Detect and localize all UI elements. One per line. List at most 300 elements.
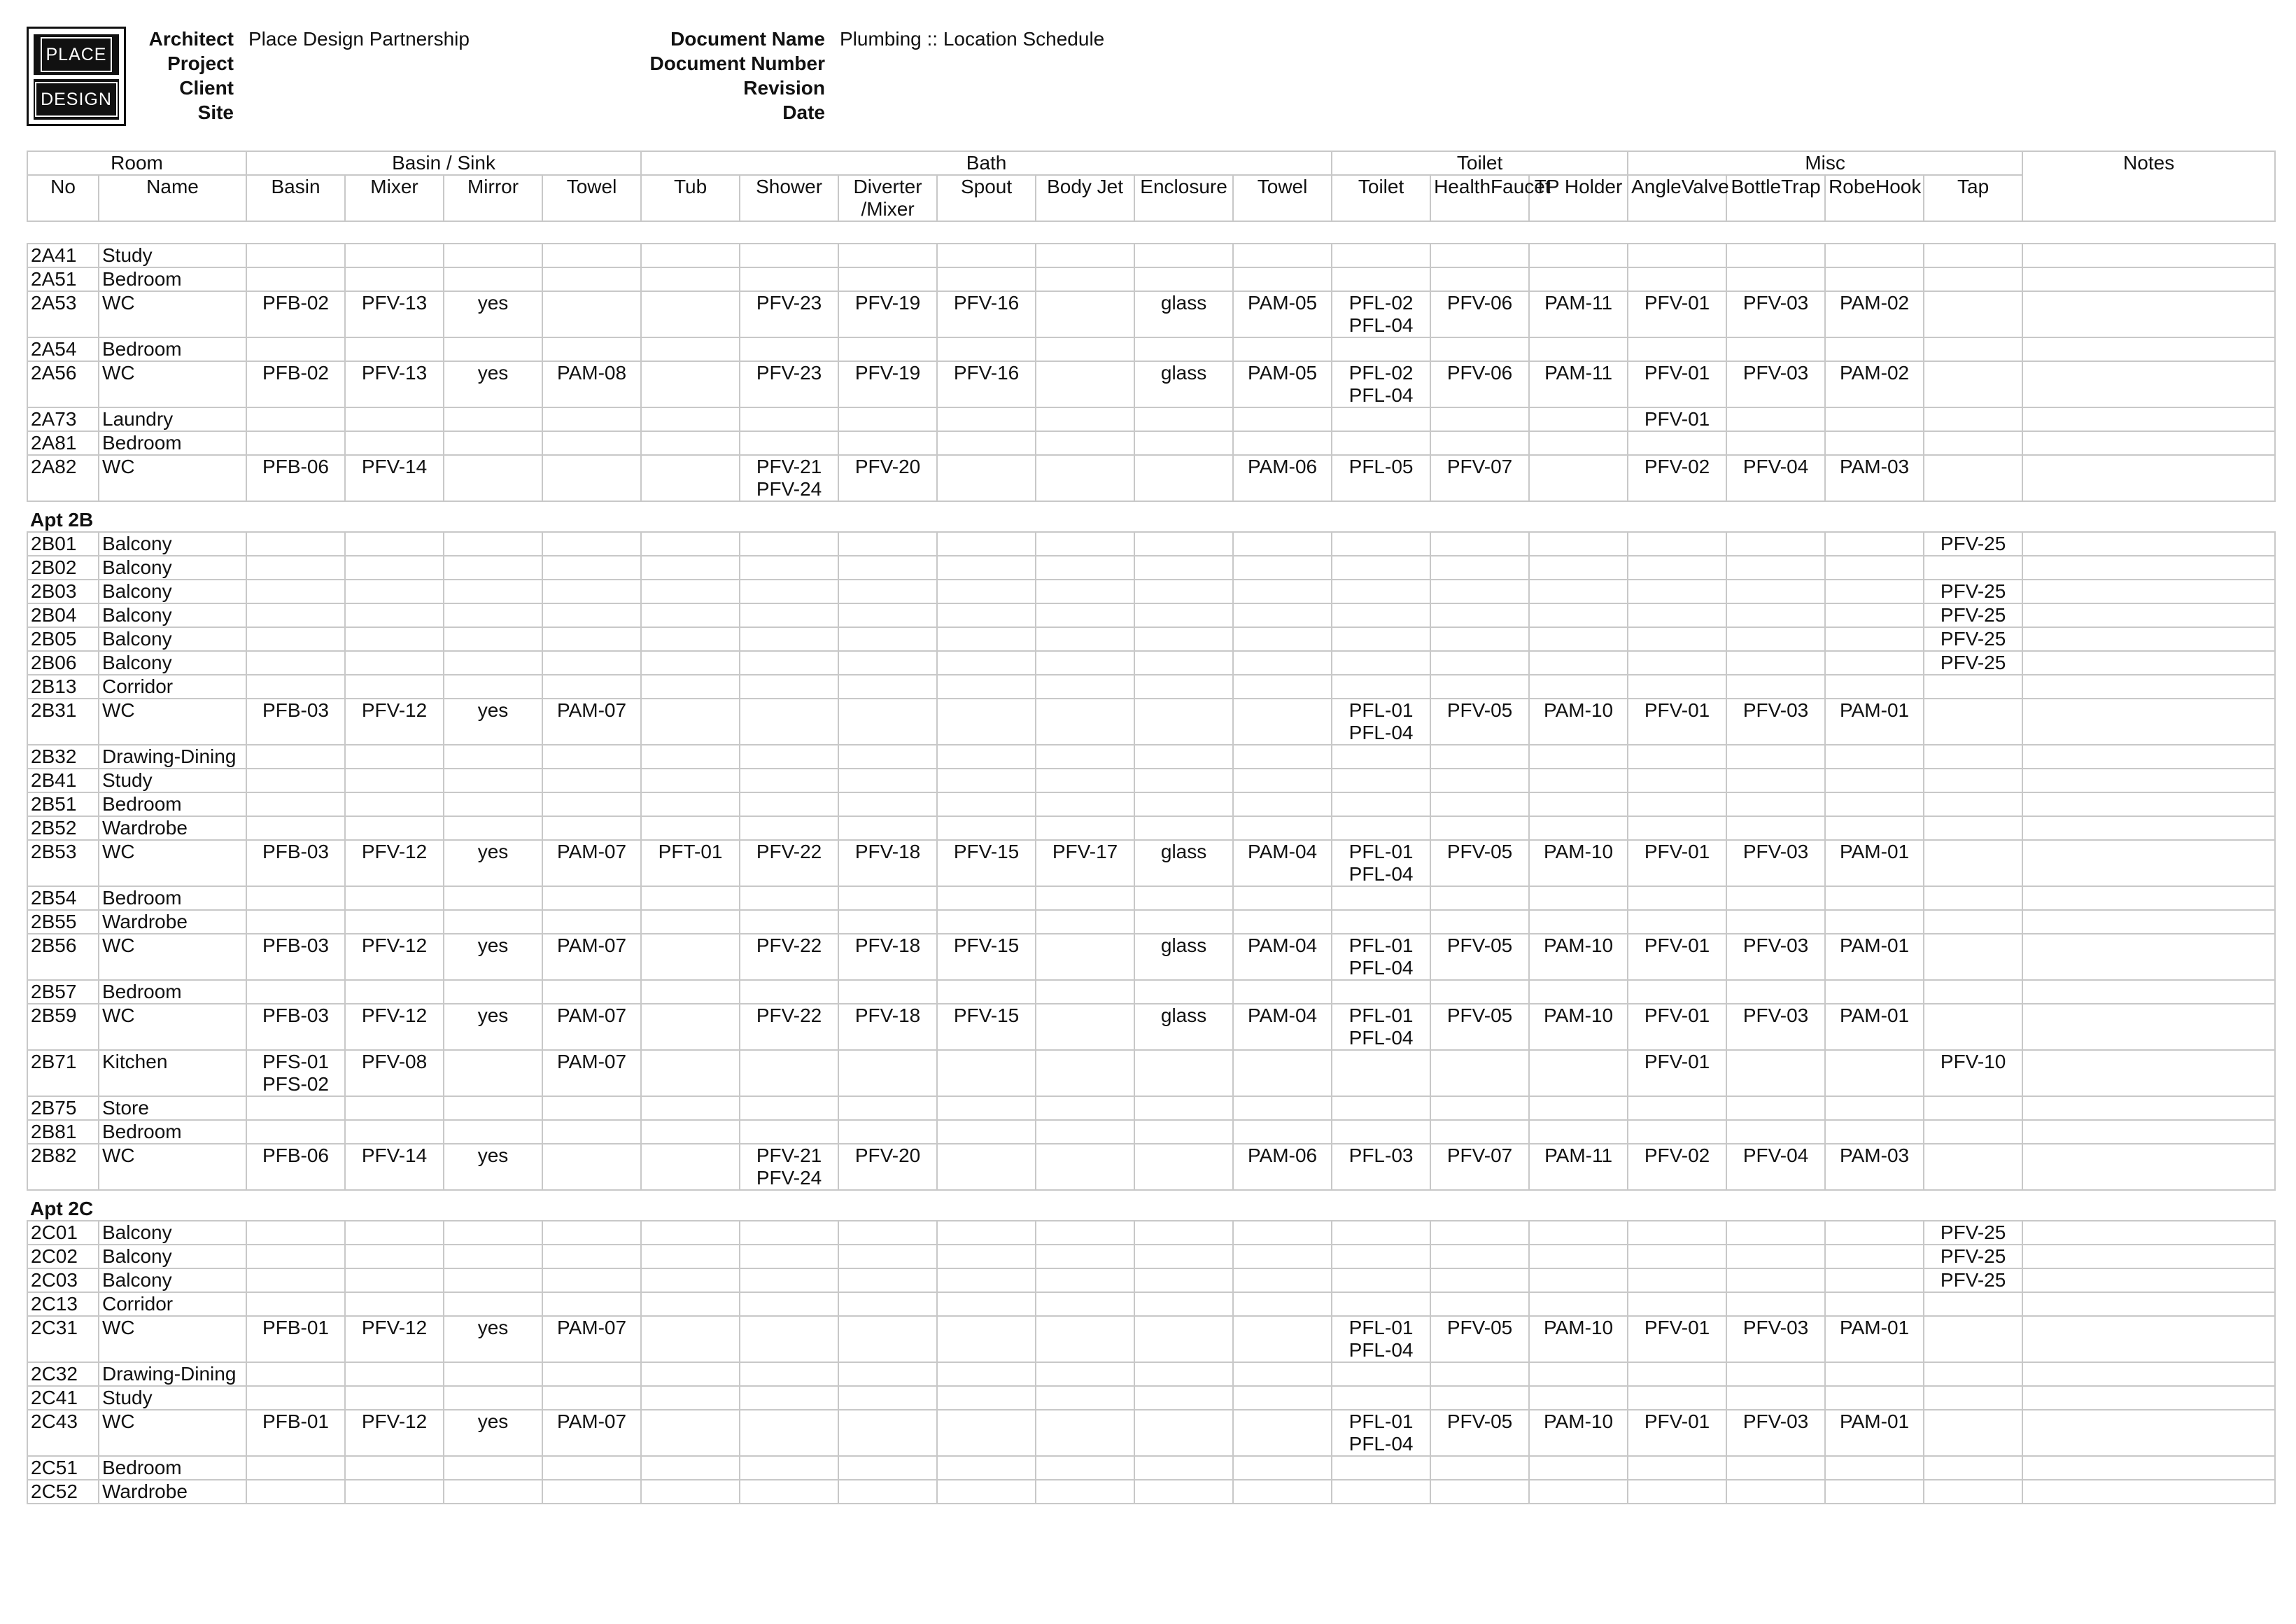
table-cell (1529, 1120, 1628, 1144)
table-cell (641, 699, 740, 745)
table-cell (1430, 337, 1529, 361)
table-cell: PFV-15 (937, 840, 1036, 886)
table-cell (1529, 267, 1628, 291)
column-header: Mixer (345, 175, 444, 221)
table-cell (542, 745, 641, 769)
document-number-label: Document Number (649, 52, 825, 74)
table-cell: PAM-02 (1825, 361, 1924, 407)
table-cell: PAM-10 (1529, 1004, 1628, 1050)
room-name: Balcony (99, 532, 246, 556)
table-cell (1430, 431, 1529, 455)
table-cell: PAM-03 (1825, 1144, 1924, 1190)
table-cell: PAM-05 (1233, 291, 1332, 337)
table-cell: PFV-01 (1628, 1004, 1726, 1050)
table-cell: yes (444, 1004, 542, 1050)
table-cell (345, 792, 444, 816)
table-cell (1924, 431, 2022, 455)
table-cell: PFV-25 (1924, 627, 2022, 651)
table-cell: PFB-01 (246, 1410, 345, 1456)
table-cell (246, 556, 345, 580)
column-header: Tub (641, 175, 740, 221)
table-cell: PFV-14 (345, 455, 444, 501)
table-cell (2022, 980, 2275, 1004)
table-cell: yes (444, 1144, 542, 1190)
table-cell (1332, 603, 1430, 627)
table-cell (2022, 455, 2275, 501)
table-cell: PFV-13 (345, 291, 444, 337)
table-cell (1825, 1245, 1924, 1268)
table-cell: PFV-23 (740, 361, 838, 407)
room-name: Bedroom (99, 1120, 246, 1144)
table-cell (1233, 244, 1332, 267)
room-name: Study (99, 769, 246, 792)
table-cell (1825, 1386, 1924, 1410)
table-cell: PFV-21 PFV-24 (740, 1144, 838, 1190)
table-cell (542, 627, 641, 651)
table-cell (1233, 769, 1332, 792)
table-cell (937, 627, 1036, 651)
table-cell (1134, 675, 1233, 699)
table-cell (740, 1362, 838, 1386)
table-cell: PAM-06 (1233, 455, 1332, 501)
section-spacer (27, 501, 2275, 532)
table-cell (1134, 1120, 1233, 1144)
room-name: Wardrobe (99, 910, 246, 934)
table-cell (2022, 1292, 2275, 1316)
table-cell: PFV-01 (1628, 699, 1726, 745)
table-cell (1332, 1221, 1430, 1245)
table-cell (1924, 840, 2022, 886)
table-cell (1332, 556, 1430, 580)
table-cell (1825, 910, 1924, 934)
table-cell (1529, 1221, 1628, 1245)
table-cell (641, 792, 740, 816)
table-cell (2022, 1456, 2275, 1480)
table-row (27, 1268, 2275, 1292)
table-cell (345, 431, 444, 455)
table-cell (444, 1245, 542, 1268)
section-spacer (27, 221, 2275, 244)
table-cell: PFB-03 (246, 934, 345, 980)
table-cell: PFV-07 (1430, 455, 1529, 501)
table-row (27, 1410, 2275, 1456)
company-logo (27, 27, 126, 126)
table-cell: PFV-03 (1726, 699, 1825, 745)
table-cell (1332, 886, 1430, 910)
table-cell (838, 267, 937, 291)
column-header: Towel (542, 175, 641, 221)
table-cell (1825, 532, 1924, 556)
table-cell (937, 1480, 1036, 1504)
table-cell (1134, 267, 1233, 291)
table-cell (937, 699, 1036, 745)
table-cell: PFV-22 (740, 1004, 838, 1050)
room-name: Balcony (99, 651, 246, 675)
table-cell (1233, 651, 1332, 675)
table-cell (1430, 769, 1529, 792)
table-cell (1628, 603, 1726, 627)
table-cell: PFV-25 (1924, 580, 2022, 603)
table-row (27, 1456, 2275, 1480)
table-cell (838, 556, 937, 580)
table-cell (1430, 816, 1529, 840)
table-row (27, 532, 2275, 556)
table-cell (1430, 1120, 1529, 1144)
table-cell (542, 1386, 641, 1410)
table-cell (937, 675, 1036, 699)
table-cell (1036, 532, 1134, 556)
table-cell (1924, 1292, 2022, 1316)
table-cell (1134, 580, 1233, 603)
table-cell (1529, 603, 1628, 627)
table-cell (542, 532, 641, 556)
table-cell (1529, 627, 1628, 651)
room-number: 2B59 (27, 1004, 99, 1050)
table-row (27, 910, 2275, 934)
table-cell (1924, 910, 2022, 934)
table-cell (1430, 792, 1529, 816)
table-cell (345, 532, 444, 556)
table-cell (1036, 934, 1134, 980)
table-cell (838, 1456, 937, 1480)
table-cell (1628, 627, 1726, 651)
table-cell (542, 291, 641, 337)
room-number: 2B06 (27, 651, 99, 675)
table-cell (1825, 244, 1924, 267)
table-cell (1332, 792, 1430, 816)
table-cell (1628, 580, 1726, 603)
table-cell (1924, 769, 2022, 792)
table-cell (937, 816, 1036, 840)
table-cell (345, 580, 444, 603)
table-cell (1233, 1316, 1332, 1362)
table-cell (740, 532, 838, 556)
table-cell (1529, 1362, 1628, 1386)
table-cell (1529, 792, 1628, 816)
table-cell (246, 816, 345, 840)
table-cell (345, 627, 444, 651)
table-cell: PAM-04 (1233, 934, 1332, 980)
room-number: 2B31 (27, 699, 99, 745)
table-cell (1036, 1245, 1134, 1268)
table-cell (1529, 1245, 1628, 1268)
room-number: 2B41 (27, 769, 99, 792)
table-cell (1726, 1050, 1825, 1096)
table-cell (641, 910, 740, 934)
table-cell (1332, 532, 1430, 556)
table-cell (641, 1316, 740, 1362)
table-cell (1233, 1221, 1332, 1245)
table-cell: yes (444, 1410, 542, 1456)
table-cell (937, 580, 1036, 603)
table-row (27, 556, 2275, 580)
table-cell (740, 244, 838, 267)
table-cell (542, 769, 641, 792)
table-cell (1628, 244, 1726, 267)
table-cell (1332, 1480, 1430, 1504)
table-cell (345, 675, 444, 699)
table-cell (246, 980, 345, 1004)
table-cell (1430, 244, 1529, 267)
table-row (27, 431, 2275, 455)
table-cell: PFV-04 (1726, 455, 1825, 501)
table-cell (1628, 980, 1726, 1004)
table-row (27, 1362, 2275, 1386)
table-cell (1726, 1362, 1825, 1386)
table-cell: PFL-03 (1332, 1144, 1430, 1190)
table-cell (1036, 1120, 1134, 1144)
table-cell (1332, 244, 1430, 267)
table-cell (2022, 1221, 2275, 1245)
table-cell (2022, 267, 2275, 291)
table-cell (1233, 1096, 1332, 1120)
table-cell (1233, 1456, 1332, 1480)
table-cell (246, 1362, 345, 1386)
room-number: 2B32 (27, 745, 99, 769)
table-cell (246, 244, 345, 267)
table-cell (937, 1386, 1036, 1410)
table-cell (1726, 1120, 1825, 1144)
table-cell (1924, 244, 2022, 267)
table-cell (740, 792, 838, 816)
table-row (27, 361, 2275, 407)
table-cell (838, 1050, 937, 1096)
table-cell (1726, 1268, 1825, 1292)
document-name-value: Plumbing :: Location Schedule (840, 28, 1105, 50)
table-cell (1726, 244, 1825, 267)
table-cell (246, 1245, 345, 1268)
table-cell (542, 792, 641, 816)
column-header: Body Jet (1036, 175, 1134, 221)
table-cell (1529, 1292, 1628, 1316)
room-number: 2C01 (27, 1221, 99, 1245)
table-cell (1430, 267, 1529, 291)
table-cell (1726, 980, 1825, 1004)
table-cell (641, 244, 740, 267)
table-cell (1825, 1292, 1924, 1316)
table-cell (1529, 745, 1628, 769)
room-number: 2B71 (27, 1050, 99, 1096)
table-cell (1628, 1096, 1726, 1120)
room-number: 2A41 (27, 244, 99, 267)
room-name: WC (99, 699, 246, 745)
table-cell (2022, 675, 2275, 699)
column-header: Tap (1924, 175, 2022, 221)
table-cell (1924, 699, 2022, 745)
table-cell: PAM-07 (542, 840, 641, 886)
table-cell: PFV-12 (345, 1316, 444, 1362)
room-name: WC (99, 1410, 246, 1456)
table-cell (838, 816, 937, 840)
room-name: Balcony (99, 603, 246, 627)
table-cell (740, 1050, 838, 1096)
table-cell (1825, 816, 1924, 840)
table-cell: PAM-06 (1233, 1144, 1332, 1190)
table-cell (740, 1456, 838, 1480)
table-cell (1628, 651, 1726, 675)
room-name: Corridor (99, 675, 246, 699)
table-cell (1332, 1096, 1430, 1120)
table-cell (444, 407, 542, 431)
table-cell (345, 1456, 444, 1480)
table-cell (1036, 886, 1134, 910)
table-cell (2022, 1096, 2275, 1120)
table-cell (937, 980, 1036, 1004)
room-name: WC (99, 1004, 246, 1050)
table-cell: PFV-04 (1726, 1144, 1825, 1190)
table-cell: PFV-05 (1430, 699, 1529, 745)
table-cell (246, 675, 345, 699)
table-cell (641, 1292, 740, 1316)
table-cell (444, 769, 542, 792)
table-cell (2022, 651, 2275, 675)
table-cell (1529, 910, 1628, 934)
table-cell: PAM-10 (1529, 840, 1628, 886)
table-cell: PFL-01 PFL-04 (1332, 1410, 1430, 1456)
table-cell (1430, 1480, 1529, 1504)
table-cell (1332, 267, 1430, 291)
room-number: 2B81 (27, 1120, 99, 1144)
table-cell (937, 1144, 1036, 1190)
location-schedule-table (27, 150, 2276, 1504)
table-cell: PFV-03 (1726, 361, 1825, 407)
table-cell (1825, 792, 1924, 816)
table-cell (937, 792, 1036, 816)
room-number: 2B03 (27, 580, 99, 603)
table-cell (1430, 910, 1529, 934)
table-cell: PFV-01 (1628, 934, 1726, 980)
schedule-body (27, 221, 2275, 1504)
table-cell (1430, 556, 1529, 580)
table-cell (246, 1268, 345, 1292)
table-cell (641, 556, 740, 580)
table-row (27, 337, 2275, 361)
table-cell (740, 1292, 838, 1316)
table-cell (1332, 1268, 1430, 1292)
table-cell: PFB-03 (246, 1004, 345, 1050)
table-cell (1825, 580, 1924, 603)
table-cell (444, 980, 542, 1004)
table-cell: PFT-01 (641, 840, 740, 886)
table-cell (1036, 745, 1134, 769)
table-cell (1233, 1268, 1332, 1292)
table-cell (1233, 1292, 1332, 1316)
table-cell (1529, 1050, 1628, 1096)
table-cell: PFL-05 (1332, 455, 1430, 501)
table-cell (1233, 532, 1332, 556)
room-number: 2C51 (27, 1456, 99, 1480)
table-cell (1233, 556, 1332, 580)
table-cell (740, 980, 838, 1004)
table-cell (1332, 1245, 1430, 1268)
room-name: Balcony (99, 627, 246, 651)
table-cell (1430, 745, 1529, 769)
table-cell (1036, 407, 1134, 431)
table-cell (1529, 769, 1628, 792)
table-cell (740, 627, 838, 651)
table-cell: PFV-16 (937, 361, 1036, 407)
table-cell: yes (444, 291, 542, 337)
table-cell (542, 580, 641, 603)
table-cell (1529, 455, 1628, 501)
table-cell (1825, 1362, 1924, 1386)
table-cell (641, 407, 740, 431)
table-cell (937, 1292, 1036, 1316)
table-cell (1134, 980, 1233, 1004)
table-cell (1036, 244, 1134, 267)
table-cell (2022, 1268, 2275, 1292)
table-cell (1726, 431, 1825, 455)
table-cell (345, 1221, 444, 1245)
table-cell (1332, 337, 1430, 361)
room-number: 2C43 (27, 1410, 99, 1456)
table-cell (1726, 792, 1825, 816)
table-cell (1430, 675, 1529, 699)
table-cell (1924, 556, 2022, 580)
table-row (27, 769, 2275, 792)
table-cell (1726, 627, 1825, 651)
table-cell (1529, 1456, 1628, 1480)
room-name: Drawing-Dining (99, 1362, 246, 1386)
table-cell (740, 699, 838, 745)
table-cell (1529, 431, 1628, 455)
table-cell (1332, 431, 1430, 455)
table-cell: PAM-04 (1233, 840, 1332, 886)
table-cell: PFV-14 (345, 1144, 444, 1190)
table-cell (838, 580, 937, 603)
table-cell (1233, 699, 1332, 745)
table-cell: PAM-10 (1529, 1316, 1628, 1362)
table-cell (1726, 816, 1825, 840)
table-cell (1036, 1096, 1134, 1120)
table-cell: PFV-05 (1430, 934, 1529, 980)
table-row (27, 816, 2275, 840)
table-cell: PFV-15 (937, 934, 1036, 980)
table-cell (542, 1120, 641, 1144)
table-cell (1529, 675, 1628, 699)
date-label: Date (782, 102, 825, 123)
table-cell: glass (1134, 291, 1233, 337)
section-title: Apt 2C (27, 1190, 2275, 1221)
table-cell (444, 337, 542, 361)
table-cell (246, 651, 345, 675)
table-cell (1825, 267, 1924, 291)
table-cell (1726, 1221, 1825, 1245)
table-cell (838, 699, 937, 745)
table-cell (937, 1120, 1036, 1144)
table-cell (542, 1245, 641, 1268)
table-cell: PFV-25 (1924, 1221, 2022, 1245)
table-cell: PFV-18 (838, 840, 937, 886)
table-cell: PFV-01 (1628, 840, 1726, 886)
table-cell: PFL-01 PFL-04 (1332, 699, 1430, 745)
table-row (27, 1096, 2275, 1120)
table-cell (542, 556, 641, 580)
table-cell (1036, 1050, 1134, 1096)
table-cell (542, 651, 641, 675)
table-cell (1825, 1050, 1924, 1096)
table-cell (1036, 431, 1134, 455)
table-row (27, 1316, 2275, 1362)
table-cell (444, 556, 542, 580)
room-number: 2B82 (27, 1144, 99, 1190)
table-cell (542, 455, 641, 501)
table-cell (1628, 532, 1726, 556)
table-cell: PFB-01 (246, 1316, 345, 1362)
table-cell (1825, 407, 1924, 431)
table-cell (1430, 1362, 1529, 1386)
table-cell (2022, 603, 2275, 627)
